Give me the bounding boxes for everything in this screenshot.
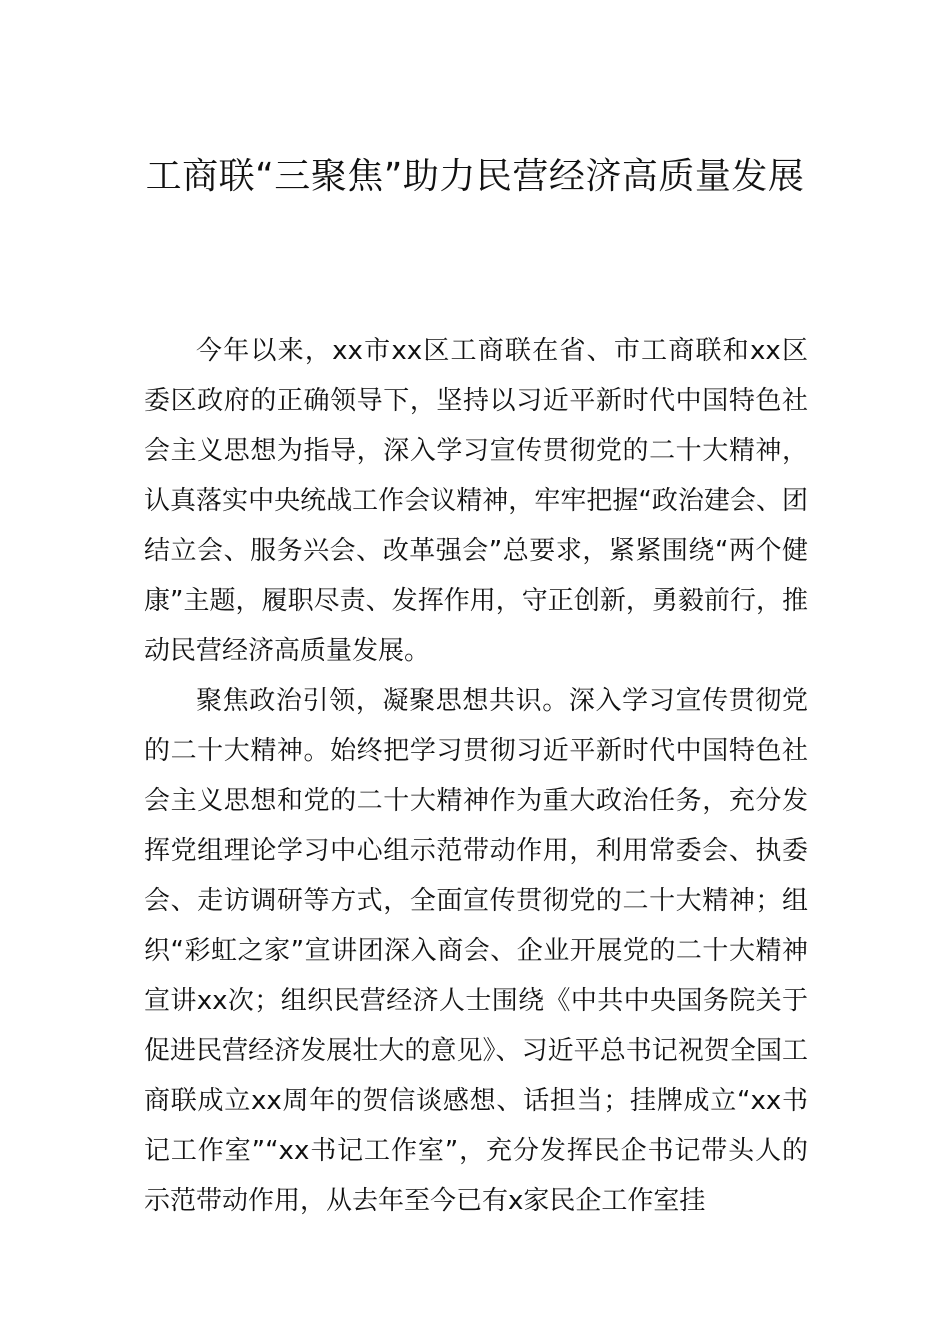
paragraph-political-guidance: 聚焦政治引领，凝聚思想共识。深入学习宣传贯彻党的二十大精神。始终把学习贯彻习近平新时代中国特色社会主义思想和党的二十大精神作为重大政治任务，充分发挥党组理论学习中心组示范带动作用，利用常委会、执委会、走访调研等方式，全面宣传贯彻党的二十大精神；组织“彩虹之家”宣讲团深入商会、企业开展党的二十大精神宣讲xx次；组织民营经济人士围绕《中共中央国务院关于促进民营经济发展壮大的意见》、习近平总书记祝贺全国工商联成立xx周年的贺信谈感想、话担当；挂牌成立“xx书记工作室”“xx书记工作室”，充分发挥民企书记带头人的示范带动作用，从去年至今已有x家民企工作室挂 (144, 686, 808, 1216)
document-body (144, 326, 808, 1226)
document-title: 工商联“三聚焦”助力民营经济高质量发展 (145, 156, 805, 197)
paragraph-intro: 今年以来，xx市xx区工商联在省、市工商联和xx区委区政府的正确领导下，坚持以习近平新时代中国特色社会主义思想为指导，深入学习宣传贯彻党的二十大精神，认真落实中央统战工作会议精神，牢牢把握“政治建会、团结立会、服务兴会、改革强会”总要求，紧紧围绕“两个健康”主题，履职尽责、发挥作用，守正创新，勇毅前行，推动民营经济高质量发展。 (144, 336, 808, 666)
